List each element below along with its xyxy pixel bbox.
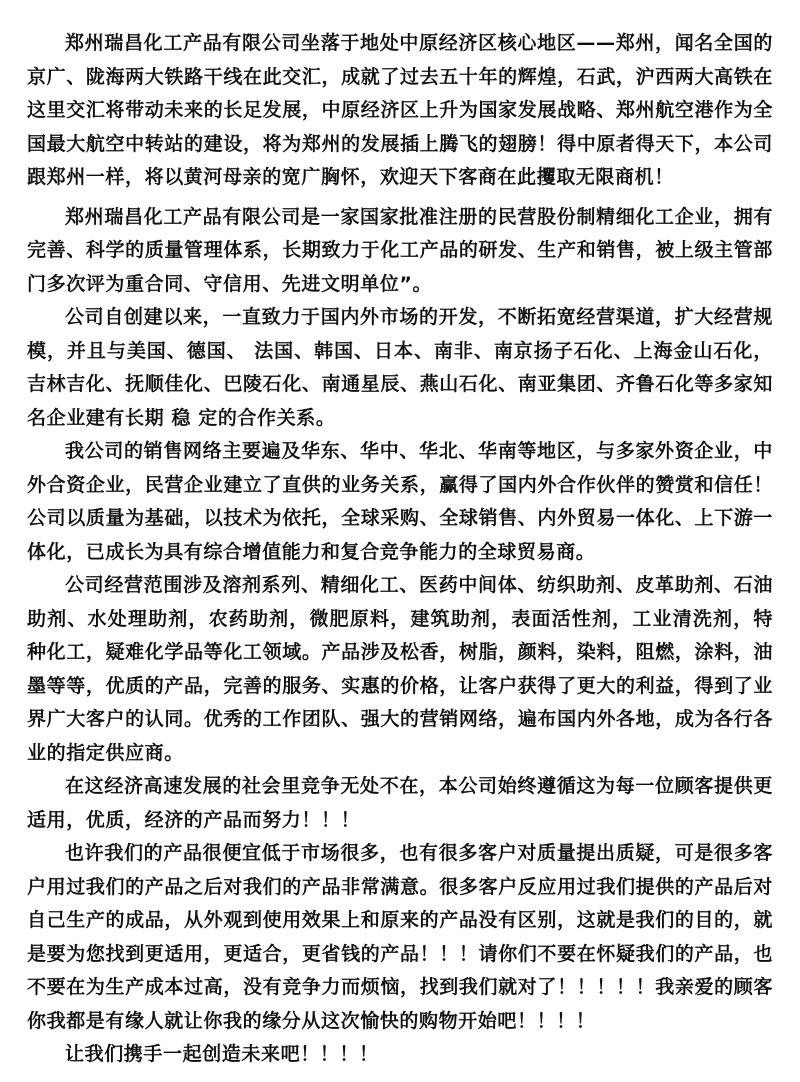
paragraph-business-scope: 公司经营范围涉及溶剂系列、精细化工、医药中间体、纺织助剂、皮革助剂、石油助剂、水处理助剂，农药助剂，微肥原料，建筑助剂，表面活性剂，工业清洗剂，特 种化工，疑难化学品等化工领域。产品涉及松香，树脂，颜料，染料，阻燃，涂料，油墨等等，优质的产品，完善的服务、实惠的价格，让客户获得了更大的利益，得到了业界广大客户的认同。优秀的工作团队、强大的营销网络，遍布国内外各地，成为各行各业的指定供应商。 xyxy=(27,574,773,764)
company-profile-document xyxy=(27,27,773,1072)
paragraph-partners: 公司自创建以来，一直致力于国内外市场的开发，不断拓宽经营渠道，扩大经营规模，并且与美国、德国、 法国、韩国、日本、南非、南京扬子石化、上海金山石化，吉林吉化、抚顺佳化、巴陵石化、南通星辰、燕山石化、南亚集团、齐鲁石化等多家知名企业建有长期 稳 定的合作关系。 xyxy=(27,306,773,429)
paragraph-location: 郑州瑞昌化工产品有限公司坐落于地处中原经济区核心地区——郑州，闻名全国的京广、陇海两大铁路干线在此交汇，成就了过去五十年的辉煌，石武，沪西两大高铁在这里交汇将带动未来的长足发展，中原经济区上升为国家发展战略、郑州航空港作为全国最大航空中转站的建设，将为郑州的发展插上腾飞的翅膀！得中原者得天下，本公司跟郑州一样，将以黄河母亲的宽广胸怀，欢迎天下客商在此攫取无限商机！ xyxy=(27,32,773,188)
paragraph-company-intro: 郑州瑞昌化工产品有限公司是一家国家批准注册的民营股份制精细化工企业，拥有完善、科学的质量管理体系，长期致力于化工产品的研发、生产和销售，被上级主管部门多次评为重合同、守信用、先进文明单位”。 xyxy=(27,205,773,295)
paragraph-customer-message: 也许我们的产品很便宜低于市场很多，也有很多客户对质量提出质疑，可是很多客户用过我们的产品之后对我们的产品非常满意。很多客户反应用过我们提供的产品后对自己生产的成品，从外观到使用效果上和原来的产品没有区别，这就是我们的目的，就是要为您找到更适用，更适合，更省钱的产品！！！请你们不要在怀疑我们的产品，也不要在为生产成本过高，没有竞争力而烦恼，找到我们就对了！！！！！我亲爱的顾客你我都是有缘人就让你我的缘分从这次愉快的购物开始吧！！！！ xyxy=(27,842,773,1032)
paragraph-sales-network: 我公司的销售网络主要遍及华东、华中、华北、华南等地区，与多家外资企业，中外合资企业，民营企业建立了直供的业务关系，赢得了国内外合作伙伴的赞赏和信任！公司以质量为基础，以技术为依托，全球采购、全球销售、内外贸易一体化、上下游一体化，已成长为具有综合增值能力和复合竞争能力的全球贸易商。 xyxy=(27,440,773,563)
paragraph-commitment: 在这经济高速发展的社会里竞争无处不在，本公司始终遵循这为每一位顾客提供更适用，优质，经济的产品而努力！！！ xyxy=(27,775,773,831)
paragraph-closing: 让我们携手一起创造未来吧！！！！ xyxy=(65,1043,379,1065)
